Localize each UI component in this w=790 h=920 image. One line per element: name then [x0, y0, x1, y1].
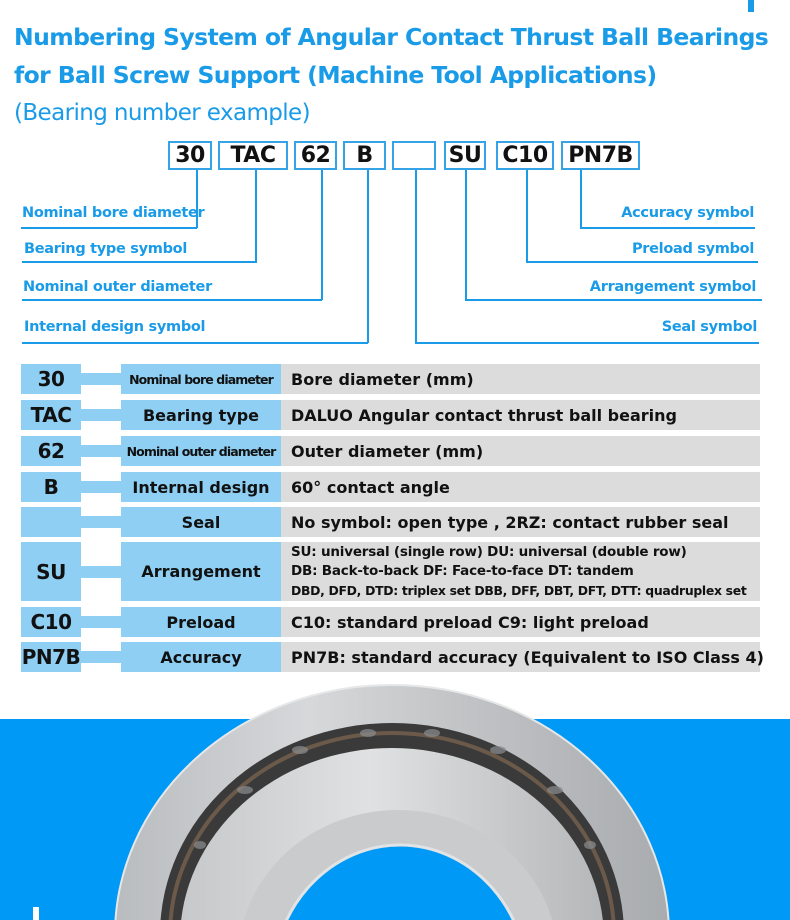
connector-vertical [321, 170, 323, 300]
connector-vertical [367, 170, 369, 343]
cell-description [281, 507, 760, 537]
description-line: No symbol: open type , 2RZ: contact rubber seal [291, 512, 729, 532]
connector-vertical [255, 170, 257, 262]
code-box-seal [392, 141, 436, 170]
row-connector [81, 651, 121, 663]
cell-description [281, 436, 760, 466]
table-row [21, 507, 760, 537]
description-line: DALUO Angular contact thrust ball bearing [291, 405, 677, 425]
table-row [21, 436, 760, 466]
cell-name: Nominal bore diameter [121, 364, 281, 394]
label-preload-symbol: Preload symbol [631, 241, 754, 257]
cell-name: Nominal outer diameter [121, 436, 281, 466]
connector-horizontal [21, 227, 197, 229]
cell-name: Internal design [121, 472, 281, 502]
description-line: 60° contact angle [291, 477, 450, 497]
code-box-preload: C10 [496, 141, 554, 170]
cell-code: C10 [21, 607, 81, 637]
cell-name: Accuracy [121, 642, 281, 672]
cell-name: Bearing type [121, 400, 281, 430]
description-line: DBD, DFD, DTD: triplex set DBB, DFF, DBT, DFT, DTT: quadruplex set [291, 583, 747, 598]
connector-vertical [526, 170, 528, 262]
table-row [21, 607, 760, 637]
description-line: Bore diameter (mm) [291, 369, 474, 389]
description-line: SU: universal (single row) DU: universal (double row) [291, 544, 687, 560]
row-connector [81, 445, 121, 457]
table-row [21, 400, 760, 430]
bearing-image [0, 680, 790, 920]
code-box-outer: 62 [294, 141, 337, 170]
cell-name: Seal [121, 507, 281, 537]
corner-accent-mark [748, 0, 754, 12]
code-box-bore: 30 [168, 141, 212, 170]
table-row [21, 472, 760, 502]
cell-code: SU [21, 542, 81, 601]
cell-code: 30 [21, 364, 81, 394]
code-box-accuracy: PN7B [561, 141, 640, 170]
row-connector [81, 566, 121, 578]
connector-horizontal [526, 261, 758, 263]
description-line: PN7B: standard accuracy (Equivalent to ISO Class 4) [291, 647, 764, 667]
code-box-arrangement: SU [444, 141, 486, 170]
table-row [21, 364, 760, 394]
table-row [21, 642, 764, 672]
label-bearing-type-symbol: Bearing type symbol [24, 241, 187, 257]
cell-code: TAC [21, 400, 81, 430]
label-nominal-bore-diameter: Nominal bore diameter [22, 205, 205, 221]
cell-description [281, 364, 760, 394]
page-subtitle: (Bearing number example) [14, 100, 310, 126]
cell-description [281, 542, 760, 601]
cell-name: Arrangement [121, 542, 281, 601]
connector-vertical [580, 170, 582, 228]
label-accuracy-symbol: Accuracy symbol [621, 205, 754, 221]
description-line: C10: standard preload C9: light preload [291, 612, 649, 632]
description-line: DB: Back-to-back DF: Face-to-face DT: tandem [291, 563, 634, 579]
label-arrangement-symbol: Arrangement symbol [589, 279, 756, 295]
code-box-type: TAC [218, 141, 288, 170]
connector-horizontal [465, 299, 762, 301]
description-line: Outer diameter (mm) [291, 441, 484, 461]
label-nominal-outer-diameter: Nominal outer diameter [23, 279, 212, 295]
connector-horizontal [22, 342, 368, 344]
connector-horizontal [22, 261, 257, 263]
connector-horizontal [22, 299, 322, 301]
cell-description [281, 642, 764, 672]
row-connector [81, 616, 121, 628]
row-connector [81, 481, 121, 493]
cell-description [281, 400, 760, 430]
cell-description [281, 607, 760, 637]
cell-name: Preload [121, 607, 281, 637]
code-box-internal: B [343, 141, 386, 170]
bottom-accent-mark [33, 907, 39, 920]
connector-horizontal [580, 227, 755, 229]
cell-code [21, 507, 81, 537]
row-connector [81, 373, 121, 385]
label-seal-symbol: Seal symbol [661, 319, 757, 335]
row-connector [81, 409, 121, 421]
cell-description [281, 472, 760, 502]
table-row [21, 542, 760, 601]
cell-code: B [21, 472, 81, 502]
connector-vertical [465, 170, 467, 300]
page-title-line-2: for Ball Screw Support (Machine Tool Applications) [14, 61, 657, 89]
row-connector [81, 516, 121, 528]
cell-code: 62 [21, 436, 81, 466]
cell-code: PN7B [21, 642, 81, 672]
connector-vertical [415, 170, 417, 343]
connector-horizontal [415, 342, 759, 344]
page-title-line-1: Numbering System of Angular Contact Thrust Ball Bearings [14, 23, 769, 51]
label-internal-design-symbol: Internal design symbol [24, 319, 206, 335]
